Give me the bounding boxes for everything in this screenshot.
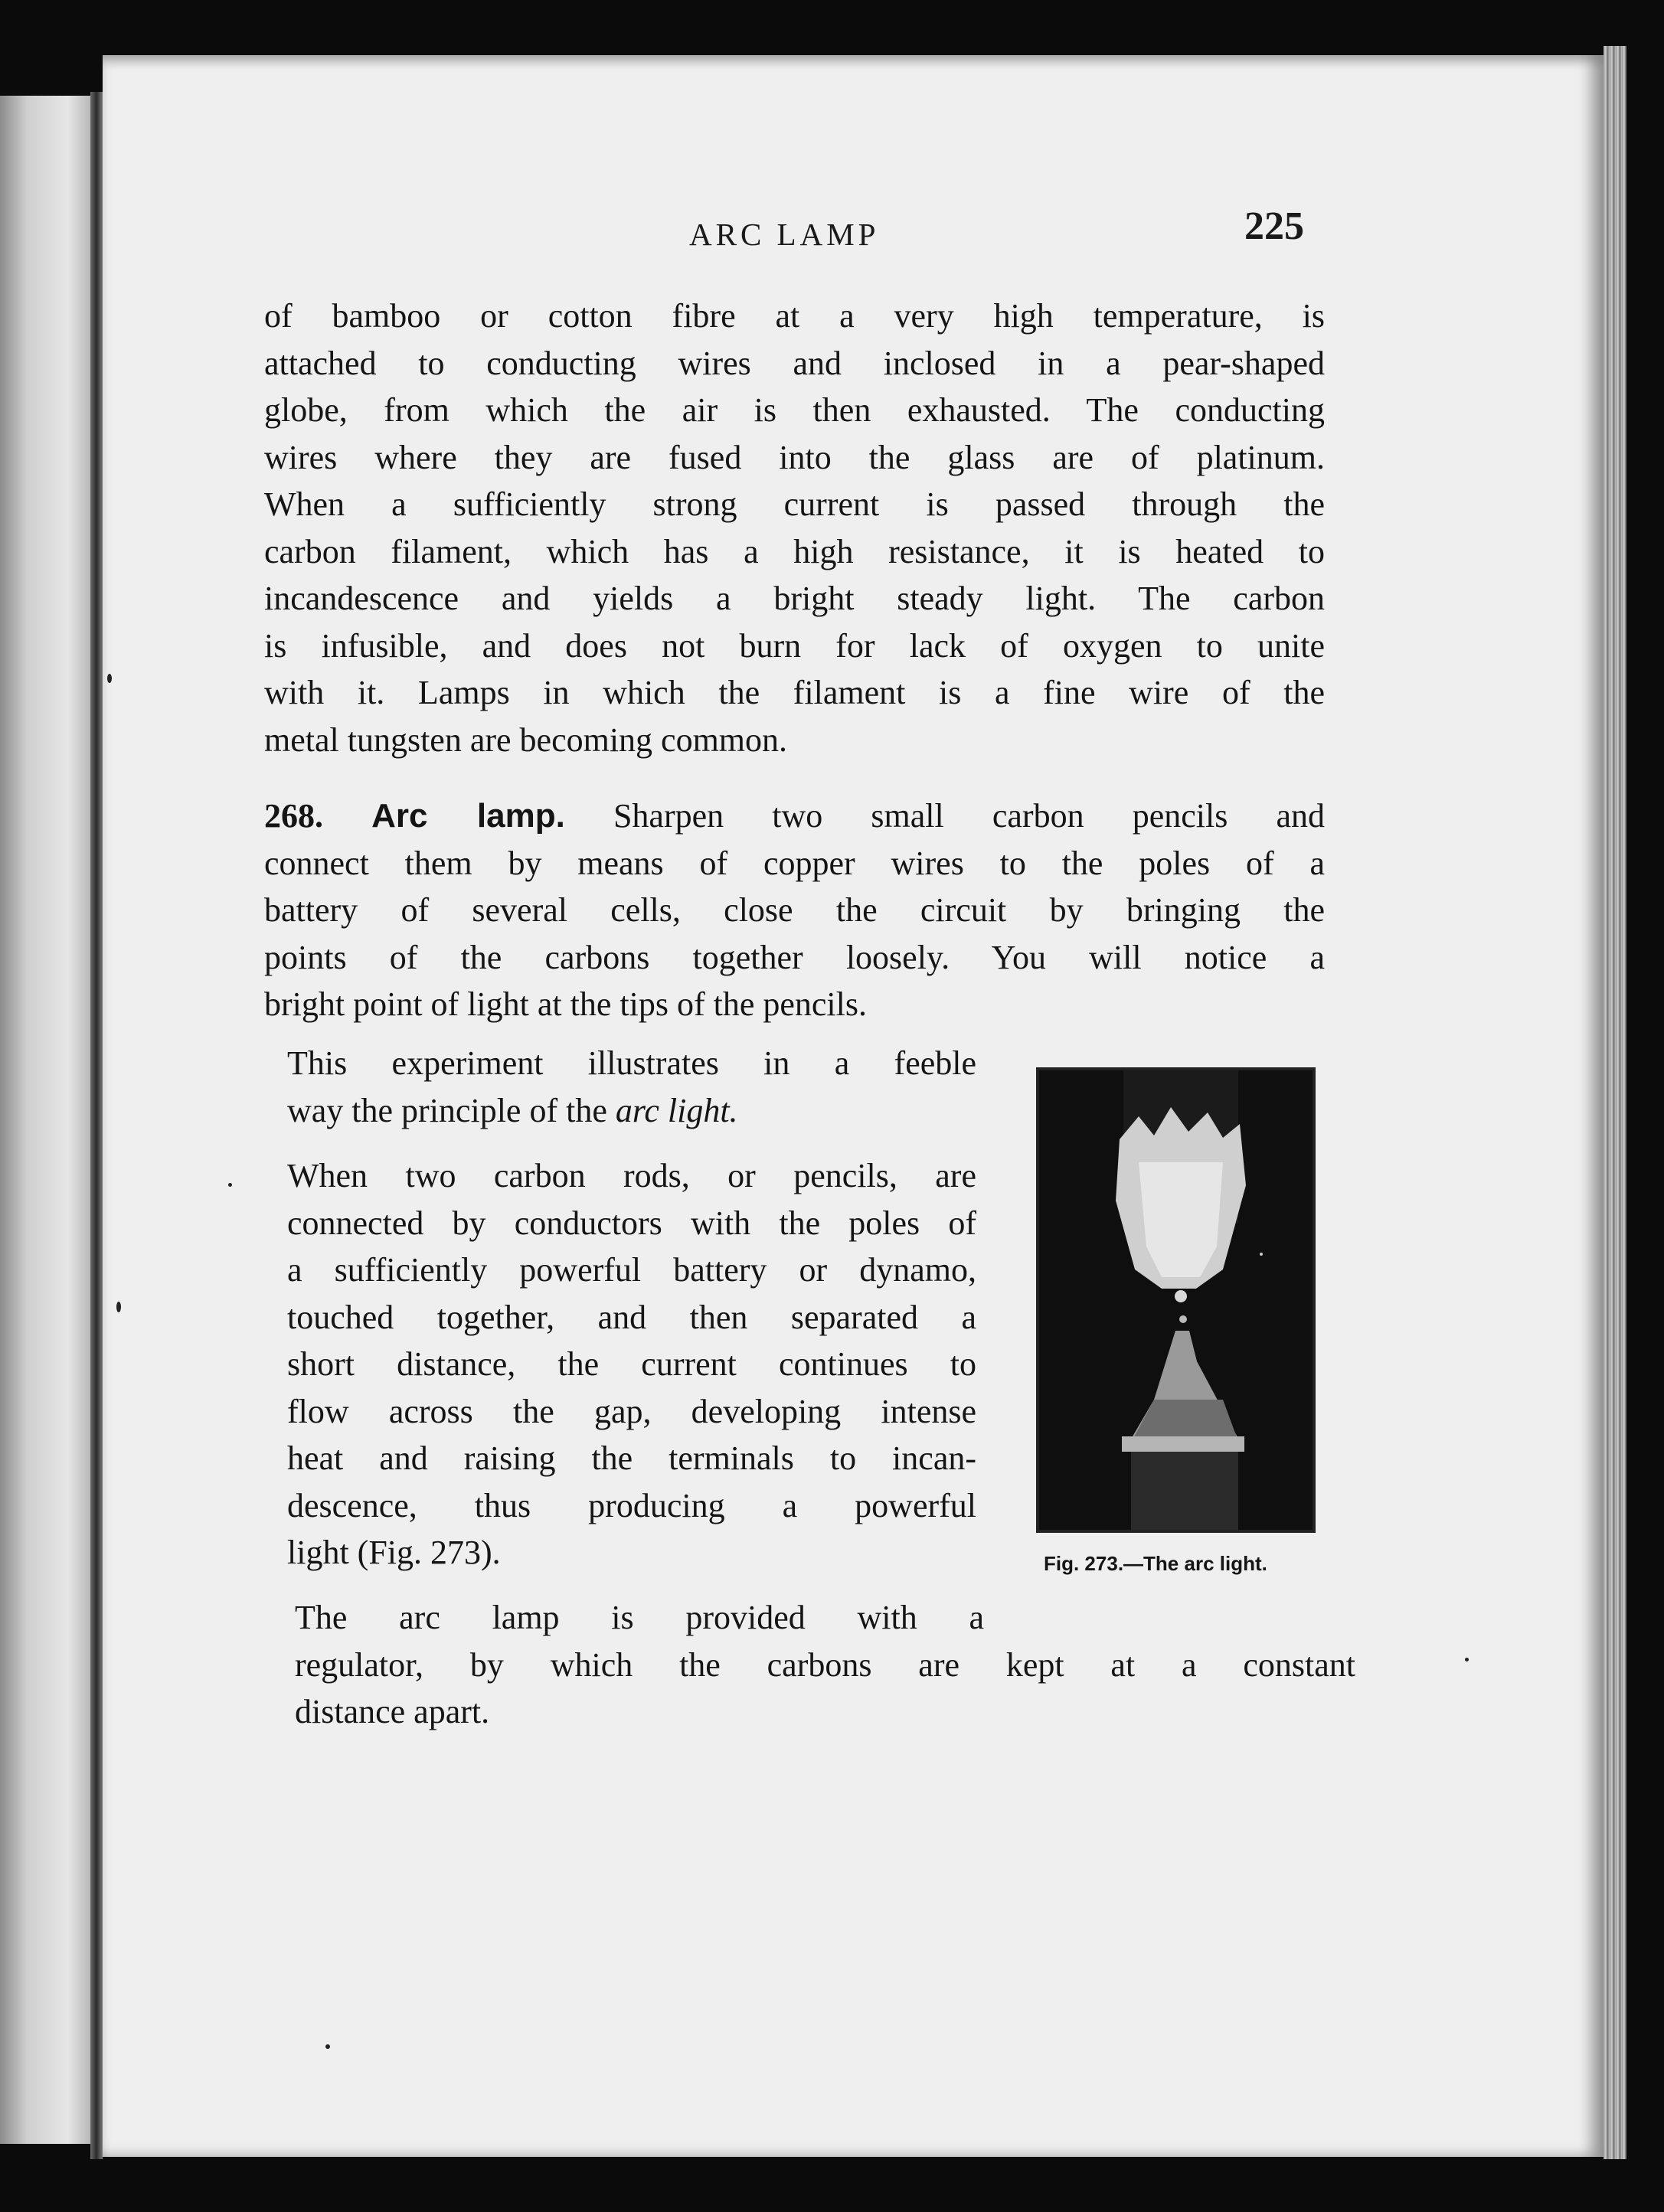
scan-speck bbox=[116, 1302, 121, 1312]
text-line: carbon filament, which has a high resistance, it is heated to bbox=[264, 532, 1325, 570]
text-line: The arc lamp is provided with a bbox=[295, 1599, 984, 1636]
text-line: regulator, by which the carbons are kept at a constant bbox=[295, 1645, 1355, 1684]
section-title: Arc lamp. bbox=[371, 797, 565, 835]
text-line: metal tungsten are becoming common. bbox=[264, 720, 788, 759]
text-line: wires where they are fused into the glass are of platinum. bbox=[264, 438, 1325, 476]
text-line: points of the carbons together loosely. You will notice a bbox=[264, 938, 1325, 976]
section-number: 268. bbox=[264, 797, 323, 835]
text-line: When a sufficiently strong current is passed through the bbox=[264, 485, 1325, 523]
text-line: connected by conductors with the poles of bbox=[287, 1204, 976, 1242]
text-line: bright point of light at the tips of the pencils. bbox=[264, 985, 867, 1023]
text-line: touched together, and then separated a bbox=[287, 1298, 976, 1336]
page-stack-edge bbox=[1604, 46, 1626, 2159]
text-line: is infusible, and does not burn for lack of oxygen to unite bbox=[264, 626, 1325, 665]
italic-term: arc light. bbox=[615, 1091, 738, 1129]
text-line: globe, from which the air is then exhausted. The conducting bbox=[264, 391, 1325, 429]
facing-page-edge bbox=[0, 96, 90, 2144]
text-line: short distance, the current continues to bbox=[287, 1345, 976, 1383]
scan-speck bbox=[325, 2044, 330, 2049]
text-line: connect them by means of copper wires to the poles of a bbox=[264, 844, 1325, 882]
text-line: flow across the gap, developing intense bbox=[287, 1392, 976, 1430]
text-line: heat and raising the terminals to incan- bbox=[287, 1439, 976, 1477]
text-line: battery of several cells, close the circuit by bringing the bbox=[264, 891, 1325, 929]
text-line: descence, thus producing a powerful bbox=[287, 1486, 976, 1524]
section-first-line bbox=[264, 792, 1325, 840]
paragraph-experiment bbox=[287, 1040, 976, 1134]
text-line: a sufficiently powerful battery or dynamo, bbox=[287, 1251, 976, 1289]
text-line: with it. Lamps in which the filament is a fine wire of the bbox=[264, 674, 1325, 711]
book-gutter bbox=[90, 92, 103, 2159]
text-segment: way the principle of the bbox=[287, 1091, 616, 1129]
text-line bbox=[287, 1087, 976, 1135]
figure-caption: Fig. 273.—The arc light. bbox=[1044, 1552, 1267, 1575]
paragraph-carbon-rods bbox=[287, 1152, 976, 1576]
paragraph-filament bbox=[264, 292, 1325, 763]
section-arc-lamp bbox=[264, 792, 1325, 1028]
text-line: When two carbon rods, or pencils, are bbox=[287, 1157, 976, 1194]
scan-speck bbox=[1465, 1658, 1469, 1661]
paragraph-regulator bbox=[295, 1594, 1355, 1736]
scan-speck bbox=[228, 1183, 232, 1187]
text-segment: Sharpen two small carbon pencils and bbox=[613, 797, 1325, 835]
page-number: 225 bbox=[1244, 204, 1304, 248]
text-line: light (Fig. 273). bbox=[287, 1534, 501, 1571]
arc-light-illustration bbox=[1039, 1070, 1313, 1530]
arc-light-photo bbox=[1036, 1067, 1316, 1533]
text-line: distance apart. bbox=[295, 1693, 490, 1730]
running-head: ARC LAMP bbox=[689, 217, 880, 252]
text-line: This experiment illustrates in a feeble bbox=[287, 1044, 976, 1082]
text-line: attached to conducting wires and inclosed in a pear-shaped bbox=[264, 344, 1325, 382]
text-line: of bamboo or cotton fibre at a very high temperature, is bbox=[264, 297, 1325, 335]
text-line: incandescence and yields a bright steady light. The carbon bbox=[264, 580, 1325, 617]
scan-speck bbox=[107, 674, 112, 683]
